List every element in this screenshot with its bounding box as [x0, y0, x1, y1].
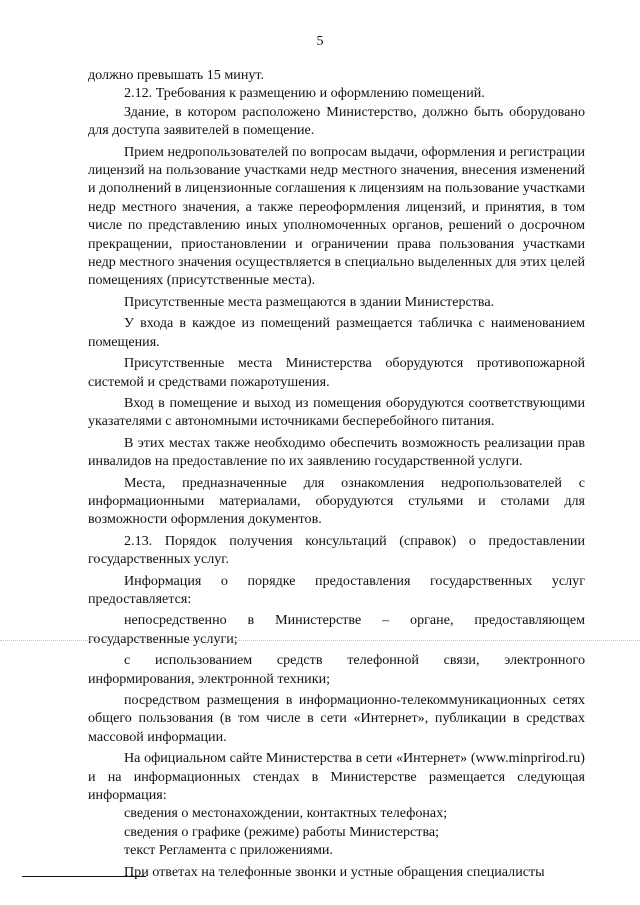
paragraph: Прием недропользователей по вопросам выдачи, оформления и регистрации лицензий на пользование участками недр местного значения, внесения изменений и дополнений в лицензионные соглашения к лицензиям на пользование участками недр местного значения, а также переоформления лицензий, и принятия, в том числе по представлению иных уполномоченных органов, решений о досрочном прекращении, приостановлении и ограничении права пользования участками недр местного значения осуществляется в специально выделенных для этих целей помещениях (присутственные места).: [88, 143, 585, 289]
paragraph: Здание, в котором расположено Министерство, должно быть оборудовано для доступа заявителей в помещение.: [88, 103, 585, 139]
list-item: с использованием средств телефонной связи, электронного информирования, электронной техники;: [88, 652, 585, 687]
paragraph: В этих местах также необходимо обеспечить возможность реализации прав инвалидов на предоставление по их заявлению государственной услуги.: [88, 434, 585, 470]
section-heading: 2.12. Требования к размещению и оформлению помещений.: [124, 85, 485, 102]
paragraph: Присутственные места Министерства оборудуются противопожарной системой и средствами пожаротушения.: [88, 355, 585, 390]
paragraph: При ответах на телефонные звонки и устные обращения специалисты: [124, 863, 545, 880]
list-item: посредством размещения в информационно-телекоммуникационных сетях общего пользования (в том числе в сети «Интернет», публикации в средствах массовой информации.: [88, 692, 585, 745]
page-number: 5: [316, 34, 324, 49]
paragraph: На официальном сайте Министерства в сети «Интернет» (www.minprirod.ru) и на информационных стендах в Министерстве размещается следующая информация:: [88, 750, 585, 804]
scan-artifact-line: [0, 640, 640, 642]
section-heading: 2.13. Порядок получения консультаций (справок) о предоставлении государственных услуг.: [88, 532, 585, 568]
paragraph: Места, предназначенные для ознакомления недропользователей с информационными материалами, оборудуются стульями и столами для возможности оформления документов.: [88, 474, 585, 528]
paragraph: Присутственные места размещаются в здании Министерства.: [124, 293, 495, 310]
footnote-rule: [22, 876, 146, 877]
paragraph: У входа в каждое из помещений размещается табличка с наименованием помещения.: [88, 315, 585, 350]
list-item: текст Регламента с приложениями.: [124, 842, 333, 859]
list-item: сведения о графике (режиме) работы Министерства;: [124, 823, 440, 840]
paragraph: должно превышать 15 минут.: [88, 67, 265, 83]
list-item: сведения о местонахождении, контактных телефонах;: [124, 805, 448, 822]
paragraph: Информация о порядке предоставления государственных услуг предоставляется:: [88, 572, 585, 607]
document-body: [88, 66, 585, 881]
paragraph: Вход в помещение и выход из помещения оборудуются соответствующими указателями с автономными источниками бесперебойного питания.: [88, 394, 585, 430]
list-item: непосредственно в Министерстве – органе, предоставляющем государственные услуги;: [88, 612, 585, 647]
